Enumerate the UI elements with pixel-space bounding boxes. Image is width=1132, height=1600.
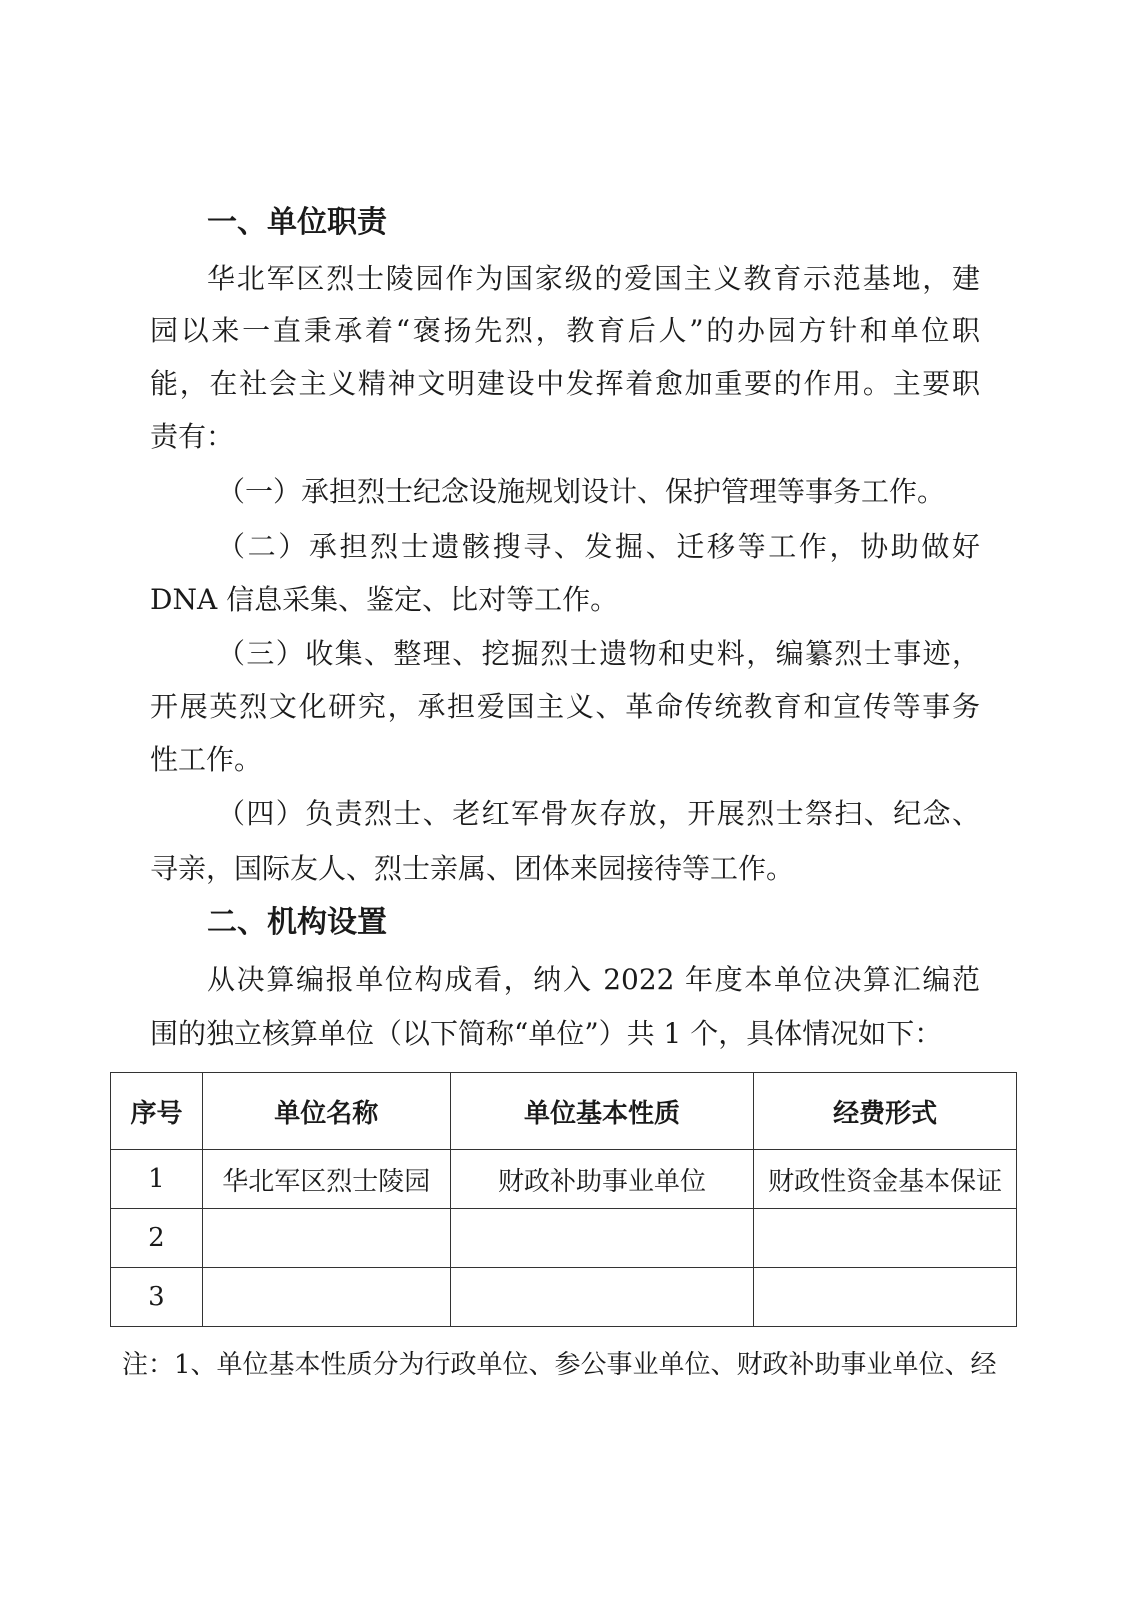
unit-table xyxy=(110,1072,1017,1327)
cell-funding-form: 财政性资金基本保证 xyxy=(754,1150,1017,1209)
cell-unit-type: 财政补助事业单位 xyxy=(450,1150,754,1209)
duty-item-2: （二）承担烈士遗骸搜寻、发掘、迁移等工作，协助做好 xyxy=(217,530,980,563)
header-funding-form: 经费形式 xyxy=(754,1073,1017,1150)
header-unit-type: 单位基本性质 xyxy=(450,1073,754,1150)
paragraph-line: 责有： xyxy=(150,420,235,453)
duty-item-4: （四）负责烈士、老红军骨灰存放，开展烈士祭扫、纪念、 xyxy=(217,797,980,830)
table-row xyxy=(111,1150,1017,1209)
cell-unit-type xyxy=(450,1209,754,1268)
cell-serial: 2 xyxy=(111,1209,203,1268)
header-serial: 序号 xyxy=(111,1073,203,1150)
header-unit-name: 单位名称 xyxy=(202,1073,450,1150)
paragraph-line: 园以来一直秉承着“褒扬先烈，教育后人”的办园方针和单位职 xyxy=(150,314,980,347)
cell-unit-type xyxy=(450,1268,754,1327)
cell-serial: 1 xyxy=(111,1150,203,1209)
cell-unit-name xyxy=(202,1268,450,1327)
cell-unit-name xyxy=(202,1209,450,1268)
table-note: 注：1、单位基本性质分为行政单位、参公事业单位、财政补助事业单位、经 xyxy=(122,1350,997,1380)
duty-item-3-cont: 开展英烈文化研究，承担爱国主义、革命传统教育和宣传等事务 xyxy=(150,690,980,723)
duty-item-2-cont: DNA 信息采集、鉴定、比对等工作。 xyxy=(150,583,619,616)
table-header-row xyxy=(111,1073,1017,1150)
paragraph-line: 能，在社会主义精神文明建设中发挥着愈加重要的作用。主要职 xyxy=(150,367,980,400)
section-heading-organization: 二、机构设置 xyxy=(207,905,387,940)
duty-item-3-cont: 性工作。 xyxy=(150,743,263,776)
cell-unit-name: 华北军区烈士陵园 xyxy=(202,1150,450,1209)
paragraph-line: 围的独立核算单位（以下简称“单位”）共 1 个，具体情况如下： xyxy=(150,1017,943,1050)
duty-item-1: （一）承担烈士纪念设施规划设计、保护管理等事务工作。 xyxy=(217,475,946,508)
cell-funding-form xyxy=(754,1268,1017,1327)
cell-funding-form xyxy=(754,1209,1017,1268)
paragraph-line: 华北军区烈士陵园作为国家级的爱国主义教育示范基地，建 xyxy=(207,262,980,295)
duty-item-3: （三）收集、整理、挖掘烈士遗物和史料，编纂烈士事迹， xyxy=(217,637,980,670)
duty-item-4-cont: 寻亲，国际友人、烈士亲属、团体来园接待等工作。 xyxy=(150,852,795,885)
section-heading-duties: 一、单位职责 xyxy=(207,205,387,240)
paragraph-line: 从决算编报单位构成看，纳入 2022 年度本单位决算汇编范 xyxy=(207,963,980,996)
cell-serial: 3 xyxy=(111,1268,203,1327)
table-row xyxy=(111,1268,1017,1327)
table-row xyxy=(111,1209,1017,1268)
